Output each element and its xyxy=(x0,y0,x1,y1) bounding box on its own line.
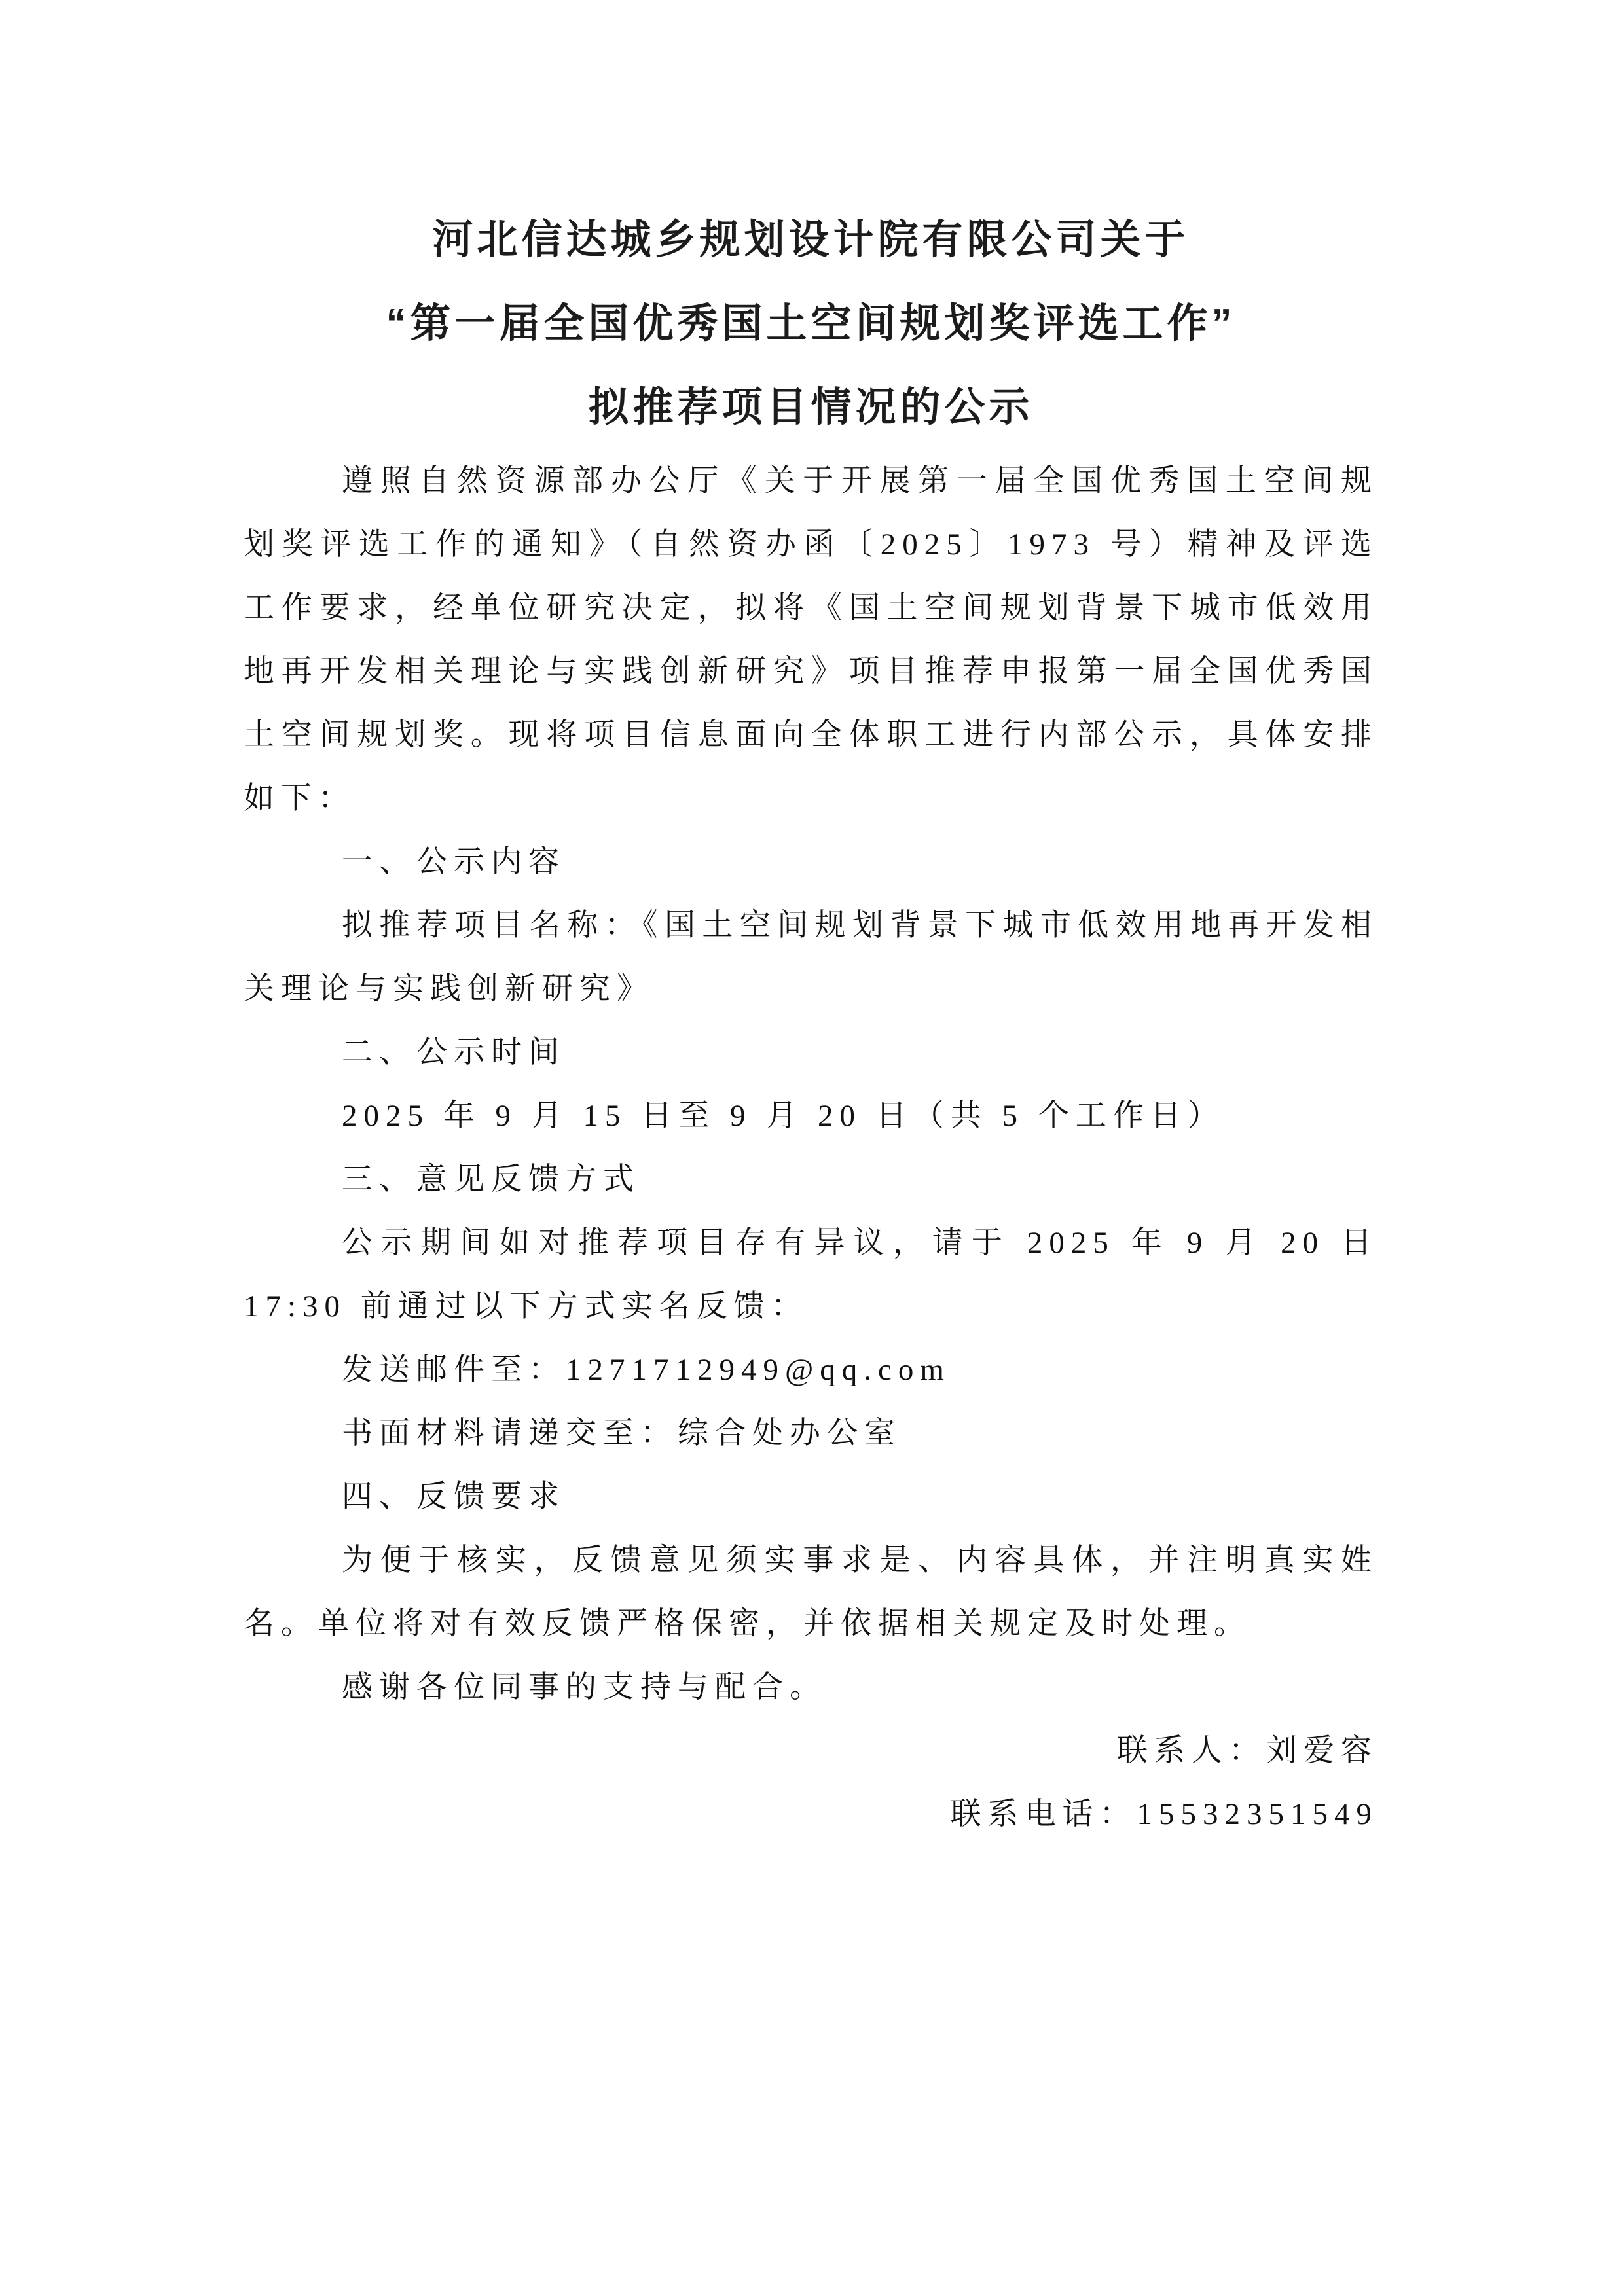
section-heading-4: 四、反馈要求 xyxy=(342,1480,566,1514)
paragraph-feedback-office: 书面材料请递交至：综合处办公室 xyxy=(342,1416,902,1450)
section-heading-1: 一、公示内容 xyxy=(342,845,566,879)
paragraph-publicity-period: 2025 年 9 月 15 日至 9 月 20 日（共 5 个工作日） xyxy=(342,1099,1225,1133)
document-body xyxy=(244,450,1378,1846)
paragraph-intro: 遵照自然资源部办公厅《关于开展第一届全国优秀国土空间规划奖评选工作的通知》（自然资办函〔2025〕1973 号）精神及评选工作要求，经单位研究决定，拟将《国土空间规划背景下城市低效用地再开发相关理论与实践创新研究》项目推荐申报第一届全国优秀国土空间规划奖。现将项目信息面向全体职工进行内部公示，具体安排如下： xyxy=(244,464,1378,816)
paragraph-feedback-deadline: 公示期间如对推荐项目存有异议，请于 2025 年 9 月 20 日 17:30 前通过以下方式实名反馈： xyxy=(244,1226,1378,1323)
document-title xyxy=(244,198,1378,450)
section-heading-2: 二、公示时间 xyxy=(342,1035,566,1069)
title-line-1: 河北信达城乡规划设计院有限公司关于 xyxy=(432,217,1190,262)
contact-person-line: 联系人：刘爱容 xyxy=(1117,1734,1378,1768)
paragraph-feedback-requirements: 为便于核实，反馈意见须实事求是、内容具体，并注明真实姓名。单位将对有效反馈严格保密，并依据相关规定及时处理。 xyxy=(244,1543,1378,1641)
section-heading-3: 三、意见反馈方式 xyxy=(342,1162,640,1196)
title-line-2: “第一届全国优秀国土空间规划奖评选工作” xyxy=(386,301,1236,346)
paragraph-project-name: 拟推荐项目名称：《国土空间规划背景下城市低效用地再开发相关理论与实践创新研究》 xyxy=(244,908,1378,1006)
paragraph-feedback-email: 发送邮件至：1271712949@qq.com xyxy=(342,1353,951,1387)
title-line-3: 拟推荐项目情况的公示 xyxy=(588,385,1034,430)
paragraph-thanks: 感谢各位同事的支持与配合。 xyxy=(342,1670,827,1704)
contact-phone-line: 联系电话：15532351549 xyxy=(950,1797,1378,1831)
